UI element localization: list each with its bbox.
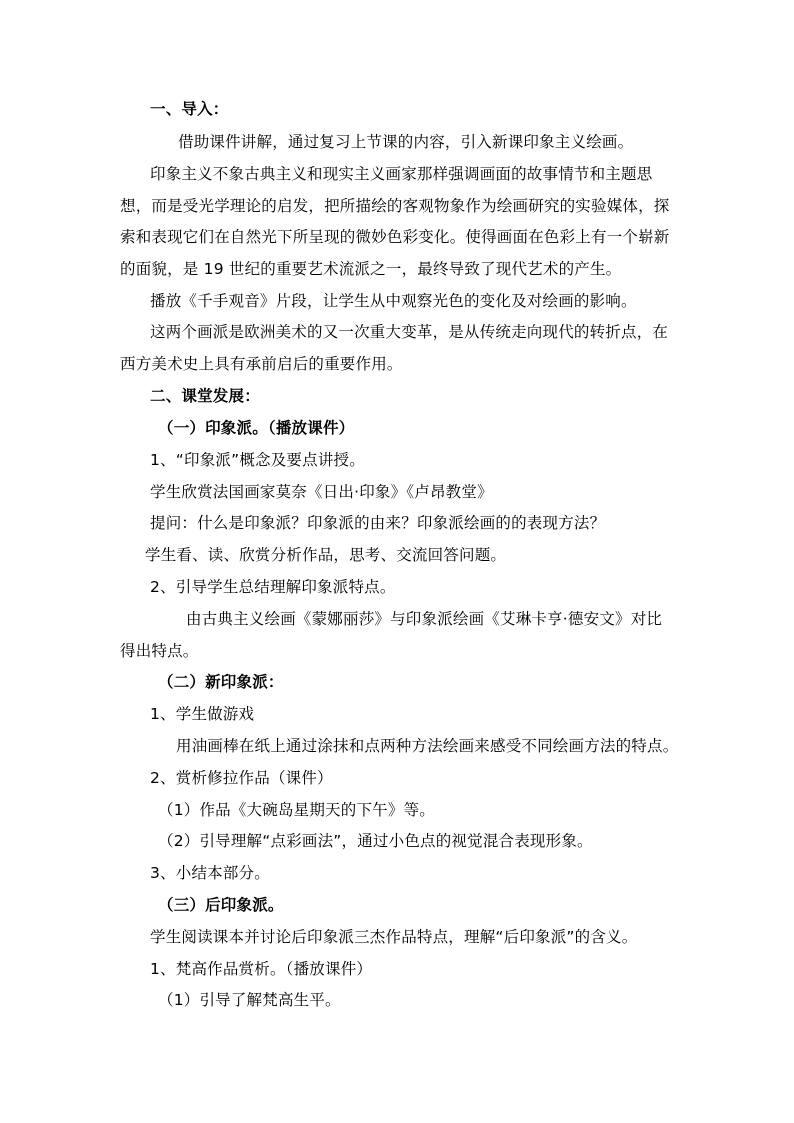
paragraph-line: 学生欣赏法国画家莫奈《日出·印象》《卢昂教堂》 <box>150 483 493 501</box>
section-heading-intro: 一、导入： <box>150 100 229 118</box>
paragraph-line: 1、学生做游戏 <box>150 705 255 723</box>
paragraph-line: 由古典主义绘画《蒙娜丽莎》与印象派绘画《艾琳卡亨·德安文》对比 <box>186 610 663 628</box>
subsection-heading-neo-impressionism: （二）新印象派： <box>158 673 284 691</box>
paragraph-line: 印象主义不象古典主义和现实主义画家那样强调画面的故事情节和主题思 <box>150 165 653 183</box>
paragraph-line: 播放《千手观音》片段，让学生从中观察光色的变化及对绘画的影响。 <box>150 292 637 310</box>
paragraph-line: 3、小结本部分。 <box>150 864 270 882</box>
paragraph-line: 这两个画派是欧洲美术的又一次重大变革，是从传统走向现代的转折点，在 <box>150 323 669 341</box>
paragraph-line: 得出特点。 <box>120 642 199 660</box>
subsection-heading-post-impressionism: （三）后印象派。 <box>158 896 284 914</box>
paragraph-line: 索和表现它们在自然光下所呈现的微妙色彩变化。使得画面在色彩上有一个崭新 <box>120 228 670 246</box>
paragraph-line: 用油画棒在纸上通过涂抹和点两种方法绘画来感受不同绘画方法的特点。 <box>176 737 679 755</box>
paragraph-line: （1）引导了解梵高生平。 <box>158 991 341 1009</box>
paragraph-line: 学生看、读、欣赏分析作品，思考、交流回答问题。 <box>145 546 507 564</box>
paragraph-line: 提问：什么是印象派？印象派的由来？印象派绘画的的表现方法？ <box>150 514 606 532</box>
section-heading-classroom: 二、课堂发展： <box>150 387 260 405</box>
paragraph-line: 的面貌，是 19 世纪的重要艺术流派之一，最终导致了现代艺术的产生。 <box>120 260 622 278</box>
paragraph-line: 学生阅读课本并讨论后印象派三杰作品特点，理解“后印象派”的含义。 <box>150 928 638 946</box>
paragraph-line: 西方美术史上具有承前启后的重要作用。 <box>120 355 403 373</box>
subsection-heading-impressionism: （一）印象派。（播放课件） <box>158 419 355 437</box>
paragraph-line: 2、引导学生总结理解印象派特点。 <box>150 578 396 596</box>
paragraph-line: 1、“印象派”概念及要点讲授。 <box>150 451 365 469</box>
paragraph-line: （2）引导理解“点彩画法”，通过小色点的视觉混合表现形象。 <box>158 832 593 850</box>
paragraph-line: 借助课件讲解，通过复习上节课的内容，引入新课印象主义绘画。 <box>178 133 634 151</box>
paragraph-line: 想，而是受光学理论的启发，把所描绘的客观物象作为绘画研究的实验媒体，探 <box>120 197 670 215</box>
paragraph-line: （1）作品《大碗岛星期天的下午》等。 <box>158 801 435 819</box>
paragraph-line: 1、梵高作品赏析。（播放课件） <box>150 960 373 978</box>
paragraph-line: 2、赏析修拉作品（课件） <box>150 769 333 787</box>
